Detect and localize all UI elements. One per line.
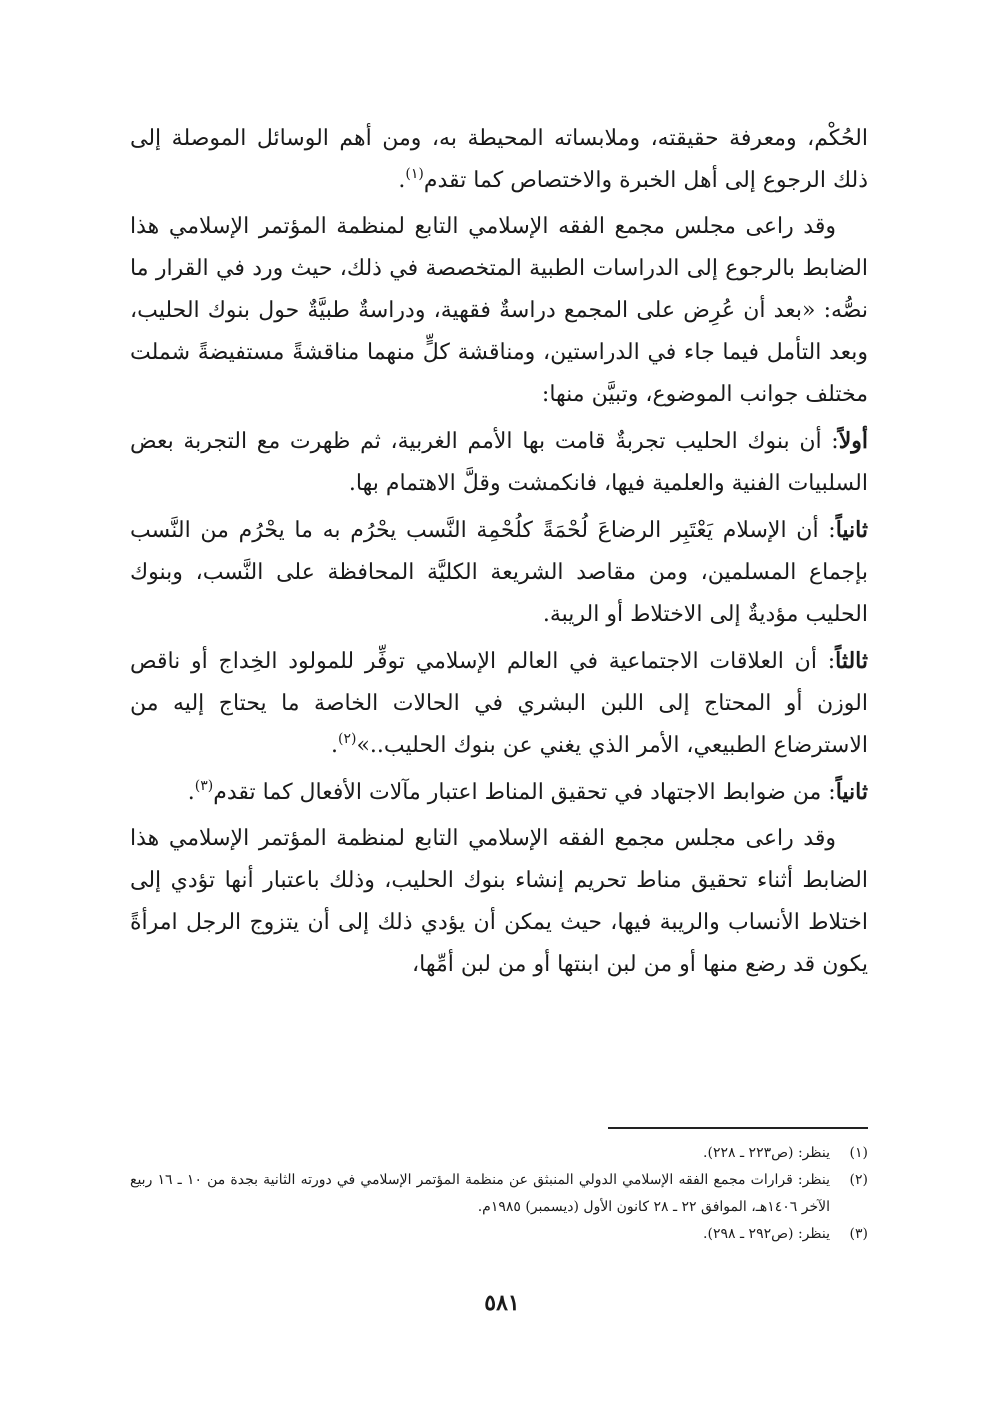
- footnote-1: [130, 1140, 868, 1167]
- footnote-2: [130, 1167, 868, 1221]
- paragraph-6: ثانياً: من ضوابط الاجتهاد في تحقيق المناط اعتبار مآلات الأفعال كما تقدم$^{(٣)}$.: [187, 778, 868, 805]
- footnote-3: [130, 1221, 868, 1248]
- footnote-text: ينظر: (ص٢٩٢ ـ ٢٩٨).: [703, 1226, 830, 1242]
- footnote-number: (٣): [849, 1226, 868, 1242]
- main-text: [130, 118, 868, 990]
- lead-first: أولاً: [838, 428, 868, 454]
- footnote-number: (١): [849, 1145, 868, 1161]
- paragraph-7: وقد راعى مجلس مجمع الفقه الإسلامي التابع لمنظمة المؤتمر الإسلامي هذا الضابط أثناء تحقيق مناط تحريم إنشاء بنوك الحليب، وذلك باعتبار أنها تؤدي إلى اختلاط الأنساب والريبة فيها، حيث يمكن أن يؤدي ذلك إلى أن يتزوج الرجل امرأةً يكون قد رضع منها أو من لبن ابنتها أو من لبن أمِّها،: [130, 826, 868, 977]
- lead-second: ثانياً: [835, 517, 868, 543]
- lead-third: ثالثاً: [835, 648, 868, 674]
- lead-second-rule: ثانياً: [835, 779, 868, 805]
- footnotes: [130, 1140, 868, 1248]
- footnote-separator: [608, 1127, 868, 1129]
- paragraph-1: الحُكْم، ومعرفة حقيقته، وملابساته المحيطة به، ومن أهم الوسائل الموصلة إلى ذلك الرجوع إلى أهل الخبرة والاختصاص كما تقدم$^{(١)}$.: [130, 126, 868, 193]
- paragraph-4: ثانياً: أن الإسلام يَعْتَبِر الرضاعَ لُحْمَةً كلُحْمِة النَّسب يحْرُم به ما يحْرُم من النَّسب بإجماع المسلمين، ومن مقاصد الشريعة الكليَّة المحافظة على النَّسب، وبنوك الحليب مؤديةٌ إلى الاختلاط أو الريبة.: [130, 517, 868, 627]
- footnote-number: (٢): [849, 1172, 868, 1188]
- paragraph-5: ثالثاً: أن العلاقات الاجتماعية في العالم الإسلامي توفِّر للمولود الخِداج أو ناقص الوزن أو المحتاج إلى اللبن البشري في الحالات الخاصة ما يحتاج إليه من الاسترضاع الطبيعي، الأمر الذي يغني عن بنوك الحليب..»$^{(٢)}$.: [130, 648, 868, 758]
- footnote-ref-3[interactable]: (٣): [194, 778, 214, 794]
- footnote-text: ينظر: (ص٢٢٣ ـ ٢٢٨).: [703, 1145, 830, 1161]
- paragraph-3: أولاً: أن بنوك الحليب تجربةٌ قامت بها الأمم الغربية، ثم ظهرت مع التجربة بعض السلبيات الفنية والعلمية فيها، فانكمشت وقلَّ الاهتمام بها.: [130, 428, 868, 496]
- page-number: ٥٨١: [484, 1290, 520, 1316]
- paragraph-2: وقد راعى مجلس مجمع الفقه الإسلامي التابع لمنظمة المؤتمر الإسلامي هذا الضابط بالرجوع إلى الدراسات الطبية المتخصصة في ذلك، حيث ورد في القرار ما نصُّه: «بعد أن عُرِض على المجمع دراسةٌ فقهية، ودراسةٌ طبيَّةٌ حول بنوك الحليب، وبعد التأمل فيما جاء في الدراستين، ومناقشة كلٍّ منهما مناقشةً مستفيضةً شملت مختلف جوانب الموضوع، وتبيَّن منها:: [130, 214, 868, 407]
- footnote-ref-1[interactable]: (١): [405, 166, 424, 182]
- footnote-ref-2[interactable]: (٢): [338, 731, 357, 747]
- footnote-text: ينظر: قرارات مجمع الفقه الإسلامي الدولي المنبثق عن منظمة المؤتمر الإسلامي في دورته الثانية بجدة من ١٠ ـ ١٦ ربيع الآخر ١٤٠٦هـ، الموافق ٢٢ ـ ٢٨ كانون الأول (ديسمبر) ١٩٨٥م.: [130, 1172, 830, 1215]
